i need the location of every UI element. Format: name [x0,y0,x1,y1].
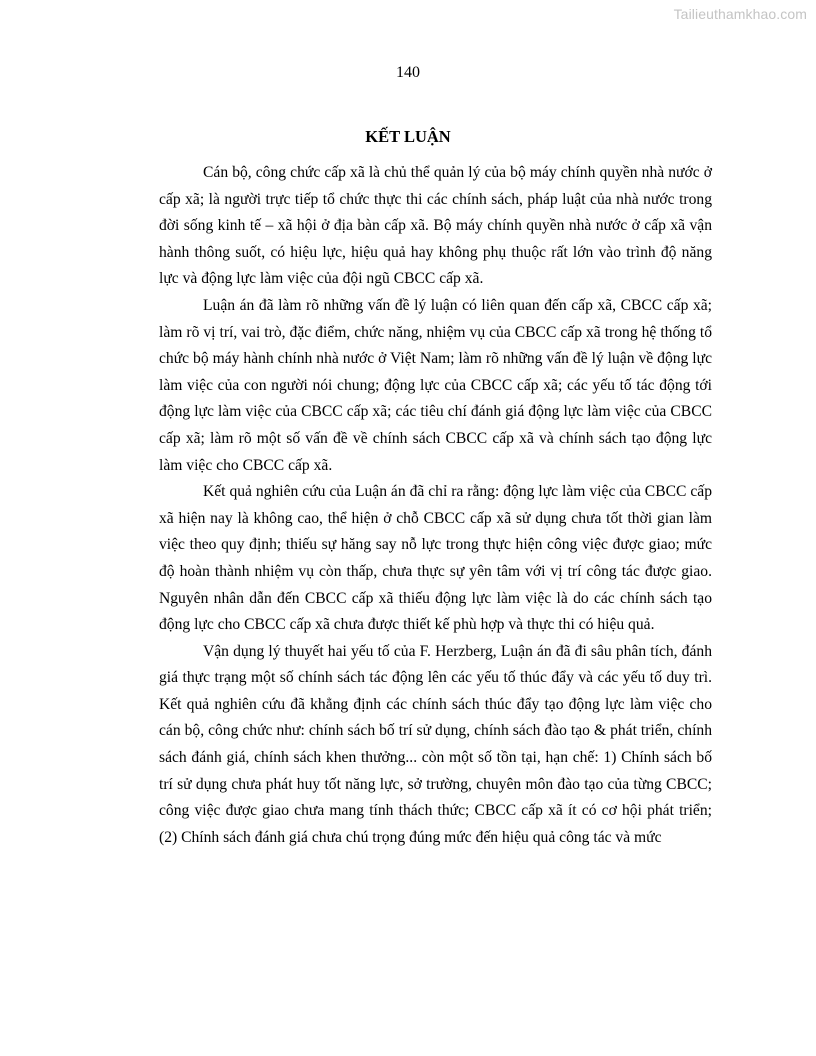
paragraph: Luận án đã làm rõ những vấn đề lý luận có liên quan đến cấp xã, CBCC cấp xã; làm rõ vị trí, vai trò, đặc điểm, chức năng, nhiệm vụ của CBCC cấp xã trong hệ thống tổ chức bộ máy hành chính nhà nước ở Việt Nam; làm rõ những vấn đề lý luận về động lực làm việc của con người nói chung; động lực của CBCC cấp xã; các yếu tố tác động tới động lực làm việc của CBCC cấp xã; các tiêu chí đánh giá động lực làm việc của CBCC cấp xã; làm rõ một số vấn đề về chính sách CBCC cấp xã và chính sách tạo động lực làm việc cho CBCC cấp xã. [159,296,712,474]
paragraph: Vận dụng lý thuyết hai yếu tố của F. Herzberg, Luận án đã đi sâu phân tích, đánh giá thực trạng một số chính sách tác động lên các yếu tố thúc đẩy và các yếu tố duy trì. Kết quả nghiên cứu đã khẳng định các chính sách thúc đẩy tạo động lực làm việc cho cán bộ, công chức như: chính sách bố trí sử dụng, chính sách đào tạo & phát triển, chính sách đánh giá, chính sách khen thưởng... còn một số tồn tại, hạn chế: 1) Chính sách bố trí sử dụng chưa phát huy tốt năng lực, sở trường, chuyên môn đào tạo của từng CBCC; công việc được giao chưa mang tính thách thức; CBCC cấp xã ít có cơ hội phát triển; (2) Chính sách đánh giá chưa chú trọng đúng mức đến hiệu quả công tác và mức [159,642,712,846]
watermark: Tailieuthamkhao.com [673,6,807,22]
paragraph: Cán bộ, công chức cấp xã là chủ thể quản lý của bộ máy chính quyền nhà nước ở cấp xã; là người trực tiếp tổ chức thực thi các chính sách, pháp luật của nhà nước trong đời sống kinh tế – xã hội ở địa bàn cấp xã. Bộ máy chính quyền nhà nước ở cấp xã vận hành thông suốt, có hiệu lực, hiệu quả hay không phụ thuộc rất lớn vào trình độ năng lực và động lực làm việc của đội ngũ CBCC cấp xã. [159,164,712,288]
body-text [159,160,712,851]
paragraph: Kết quả nghiên cứu của Luận án đã chỉ ra rằng: động lực làm việc của CBCC cấp xã hiện nay là không cao, thể hiện ở chỗ CBCC cấp xã sử dụng chưa tốt thời gian làm việc theo quy định; thiếu sự hăng say nỗ lực trong thực hiện công việc được giao; mức độ hoàn thành nhiệm vụ còn thấp, chưa thực sự yên tâm với vị trí công tác được giao. Nguyên nhân dẫn đến CBCC cấp xã thiếu động lực làm việc là do các chính sách tạo động lực cho CBCC cấp xã chưa được thiết kế phù hợp và thực thi có hiệu quả. [159,483,712,634]
page-title: KẾT LUẬN [365,127,451,146]
page-number: 140 [396,64,420,81]
